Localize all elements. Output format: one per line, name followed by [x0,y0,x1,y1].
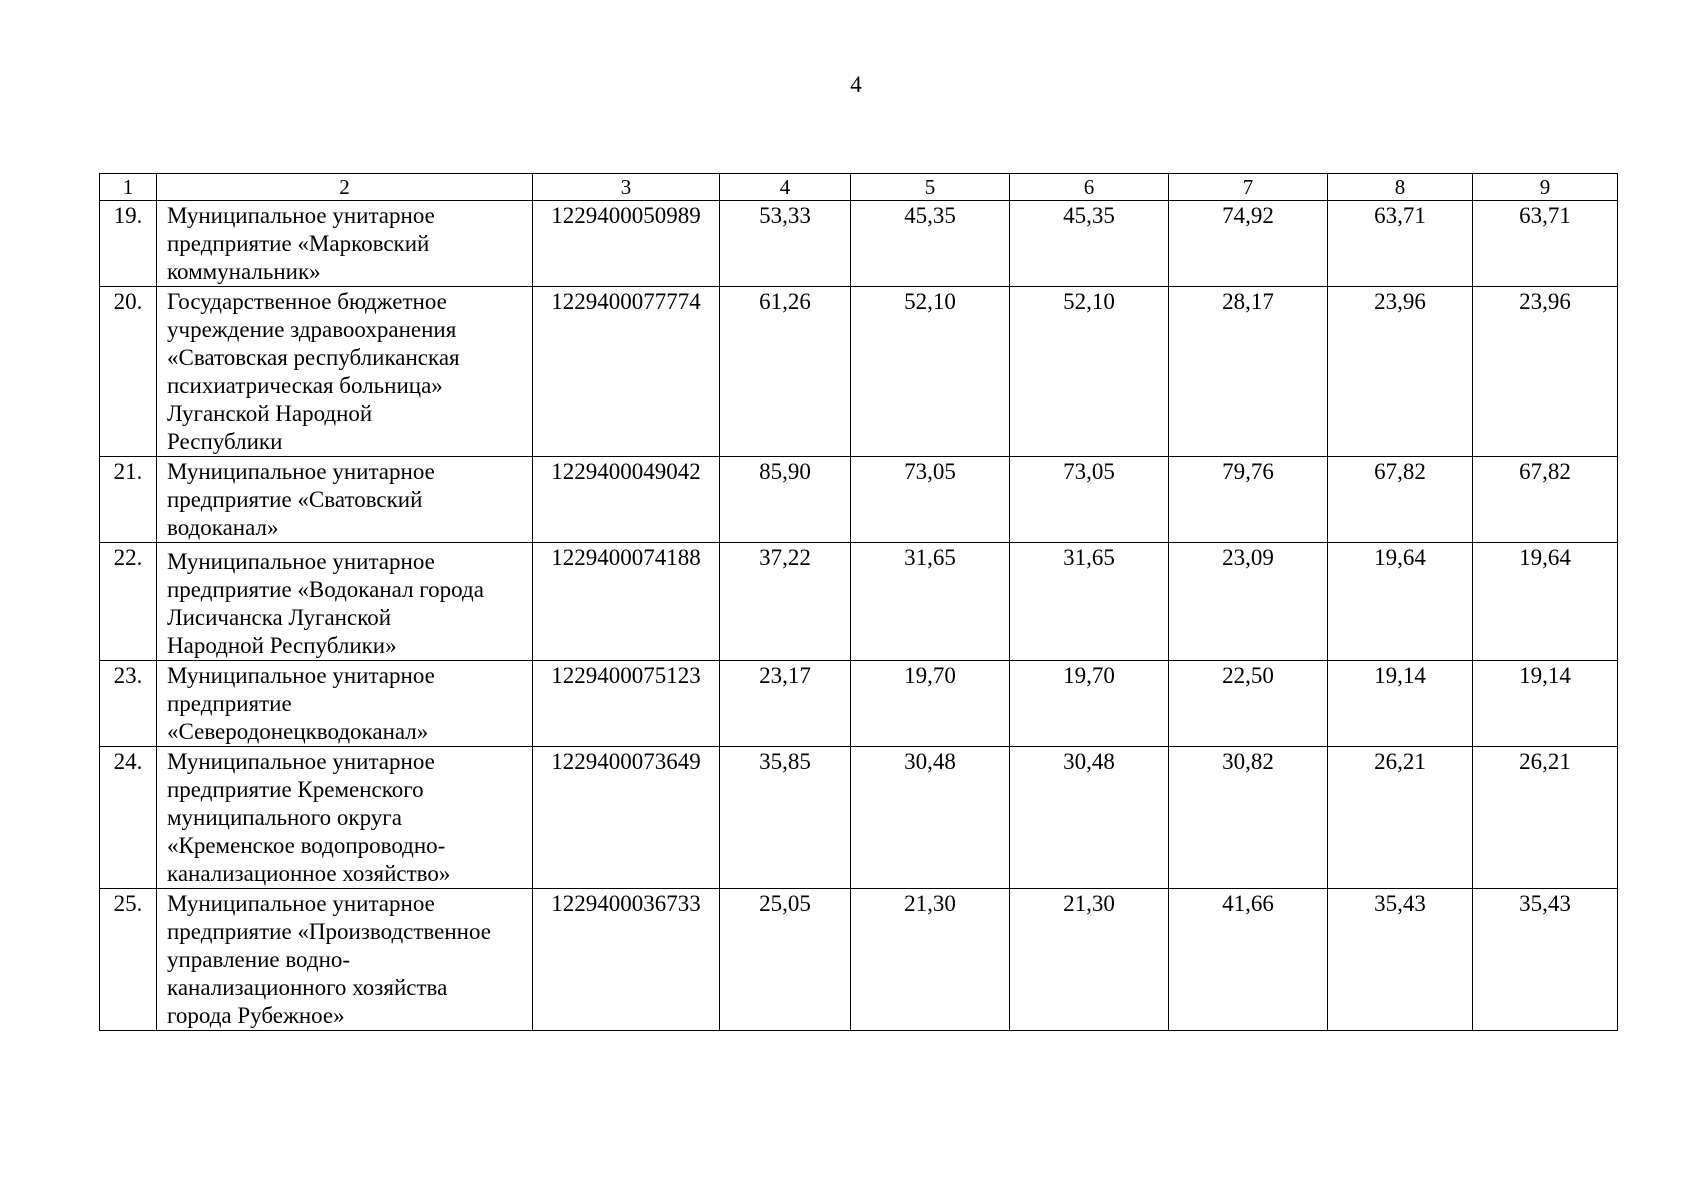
table-row [100,889,1618,1031]
organization-name-line: Муниципальное унитарное [167,203,435,228]
organization-name-line: «Северодонецкводоканал» [167,719,429,744]
value-cell: 37,22 [720,543,851,661]
value-cell: 73,05 [1010,457,1169,543]
value-cell: 85,90 [720,457,851,543]
organization-name-line: Республики [167,429,283,454]
column-header: 8 [1328,174,1473,201]
value-cell: 23,09 [1169,543,1328,661]
organization-name-line: учреждение здравоохранения [167,317,457,342]
organization-name-line: коммунальник» [167,259,321,284]
value-cell: 25,05 [720,889,851,1031]
value-cell: 30,82 [1169,747,1328,889]
organization-name-line: предприятие [167,691,292,716]
value-cell: 19,70 [1010,661,1169,747]
value-cell: 19,64 [1328,543,1473,661]
value-cell: 31,65 [851,543,1010,661]
organization-name-line: муниципального округа [167,805,402,830]
value-cell: 73,05 [851,457,1010,543]
value-cell: 19,14 [1473,661,1618,747]
column-header: 4 [720,174,851,201]
value-cell: 52,10 [1010,287,1169,457]
organization-name-line: Народной Республики» [167,633,397,658]
value-cell: 26,21 [1473,747,1618,889]
table-row [100,201,1618,287]
value-cell: 63,71 [1328,201,1473,287]
organization-name [157,201,533,287]
value-cell: 79,76 [1169,457,1328,543]
value-cell: 31,65 [1010,543,1169,661]
page-number: 4 [850,72,862,97]
value-cell: 63,71 [1473,201,1618,287]
organization-name-line: предприятие «Водоканал города [167,577,484,602]
ogrn-cell: 1229400036733 [533,889,720,1031]
value-cell: 53,33 [720,201,851,287]
value-cell: 45,35 [1010,201,1169,287]
organization-name-line: Государственное бюджетное [167,289,447,314]
table-body [100,201,1618,1031]
organization-name-line: психиатрическая больница» [167,373,443,398]
organization-name-line: «Кременское водопроводно- [167,833,446,858]
ogrn-cell: 1229400077774 [533,287,720,457]
ogrn-cell: 1229400049042 [533,457,720,543]
organization-name-line: Муниципальное унитарное [167,891,435,916]
organization-name-line: водоканал» [167,515,279,540]
column-header: 1 [100,174,157,201]
organization-name [157,287,533,457]
table-row [100,661,1618,747]
row-number: 23. [100,661,157,747]
organization-name [157,543,533,661]
row-number: 24. [100,747,157,889]
organization-name-line: предприятие Кременского [167,777,424,802]
organization-name-line: предприятие «Производственное [167,919,491,944]
organization-name-line: управление водно- [167,947,351,972]
value-cell: 41,66 [1169,889,1328,1031]
value-cell: 21,30 [851,889,1010,1031]
organization-name [157,457,533,543]
column-header: 2 [157,174,533,201]
organization-name [157,661,533,747]
value-cell: 26,21 [1328,747,1473,889]
value-cell: 23,17 [720,661,851,747]
organization-name-line: «Сватовская республиканская [167,345,460,370]
table-row [100,287,1618,457]
ogrn-cell: 1229400073649 [533,747,720,889]
value-cell: 35,85 [720,747,851,889]
value-cell: 52,10 [851,287,1010,457]
row-number: 19. [100,201,157,287]
value-cell: 19,70 [851,661,1010,747]
value-cell: 74,92 [1169,201,1328,287]
table-row [100,747,1618,889]
row-number: 25. [100,889,157,1031]
organization-name-line: Муниципальное унитарное [167,549,435,574]
value-cell: 35,43 [1328,889,1473,1031]
value-cell: 23,96 [1328,287,1473,457]
value-cell: 45,35 [851,201,1010,287]
table-row [100,457,1618,543]
ogrn-cell: 1229400074188 [533,543,720,661]
column-header: 9 [1473,174,1618,201]
ogrn-cell: 1229400075123 [533,661,720,747]
row-number: 20. [100,287,157,457]
column-header: 5 [851,174,1010,201]
organization-name-line: канализационное хозяйство» [167,861,451,886]
organization-name-line: Муниципальное унитарное [167,663,435,688]
value-cell: 61,26 [720,287,851,457]
value-cell: 21,30 [1010,889,1169,1031]
value-cell: 23,96 [1473,287,1618,457]
organization-name-line: предприятие «Сватовский [167,487,423,512]
organization-name-line: города Рубежное» [167,1003,345,1028]
organization-name [157,889,533,1031]
row-number: 21. [100,457,157,543]
organization-name-line: Лисичанска Луганской [167,605,392,630]
value-cell: 67,82 [1328,457,1473,543]
value-cell: 22,50 [1169,661,1328,747]
row-number: 22. [100,543,157,661]
organization-name-line: Муниципальное унитарное [167,459,435,484]
organization-name-line: Муниципальное унитарное [167,749,435,774]
organization-name-line: предприятие «Марковский [167,231,430,256]
column-header: 3 [533,174,720,201]
data-table [99,173,1618,1031]
organization-name [157,747,533,889]
value-cell: 19,64 [1473,543,1618,661]
table-row [100,543,1618,661]
header-row [100,174,1618,201]
value-cell: 67,82 [1473,457,1618,543]
value-cell: 28,17 [1169,287,1328,457]
organization-name-line: Луганской Народной [167,401,373,426]
value-cell: 19,14 [1328,661,1473,747]
value-cell: 30,48 [1010,747,1169,889]
ogrn-cell: 1229400050989 [533,201,720,287]
value-cell: 35,43 [1473,889,1618,1031]
column-header: 6 [1010,174,1169,201]
organization-name-line: канализационного хозяйства [167,975,448,1000]
value-cell: 30,48 [851,747,1010,889]
column-header: 7 [1169,174,1328,201]
